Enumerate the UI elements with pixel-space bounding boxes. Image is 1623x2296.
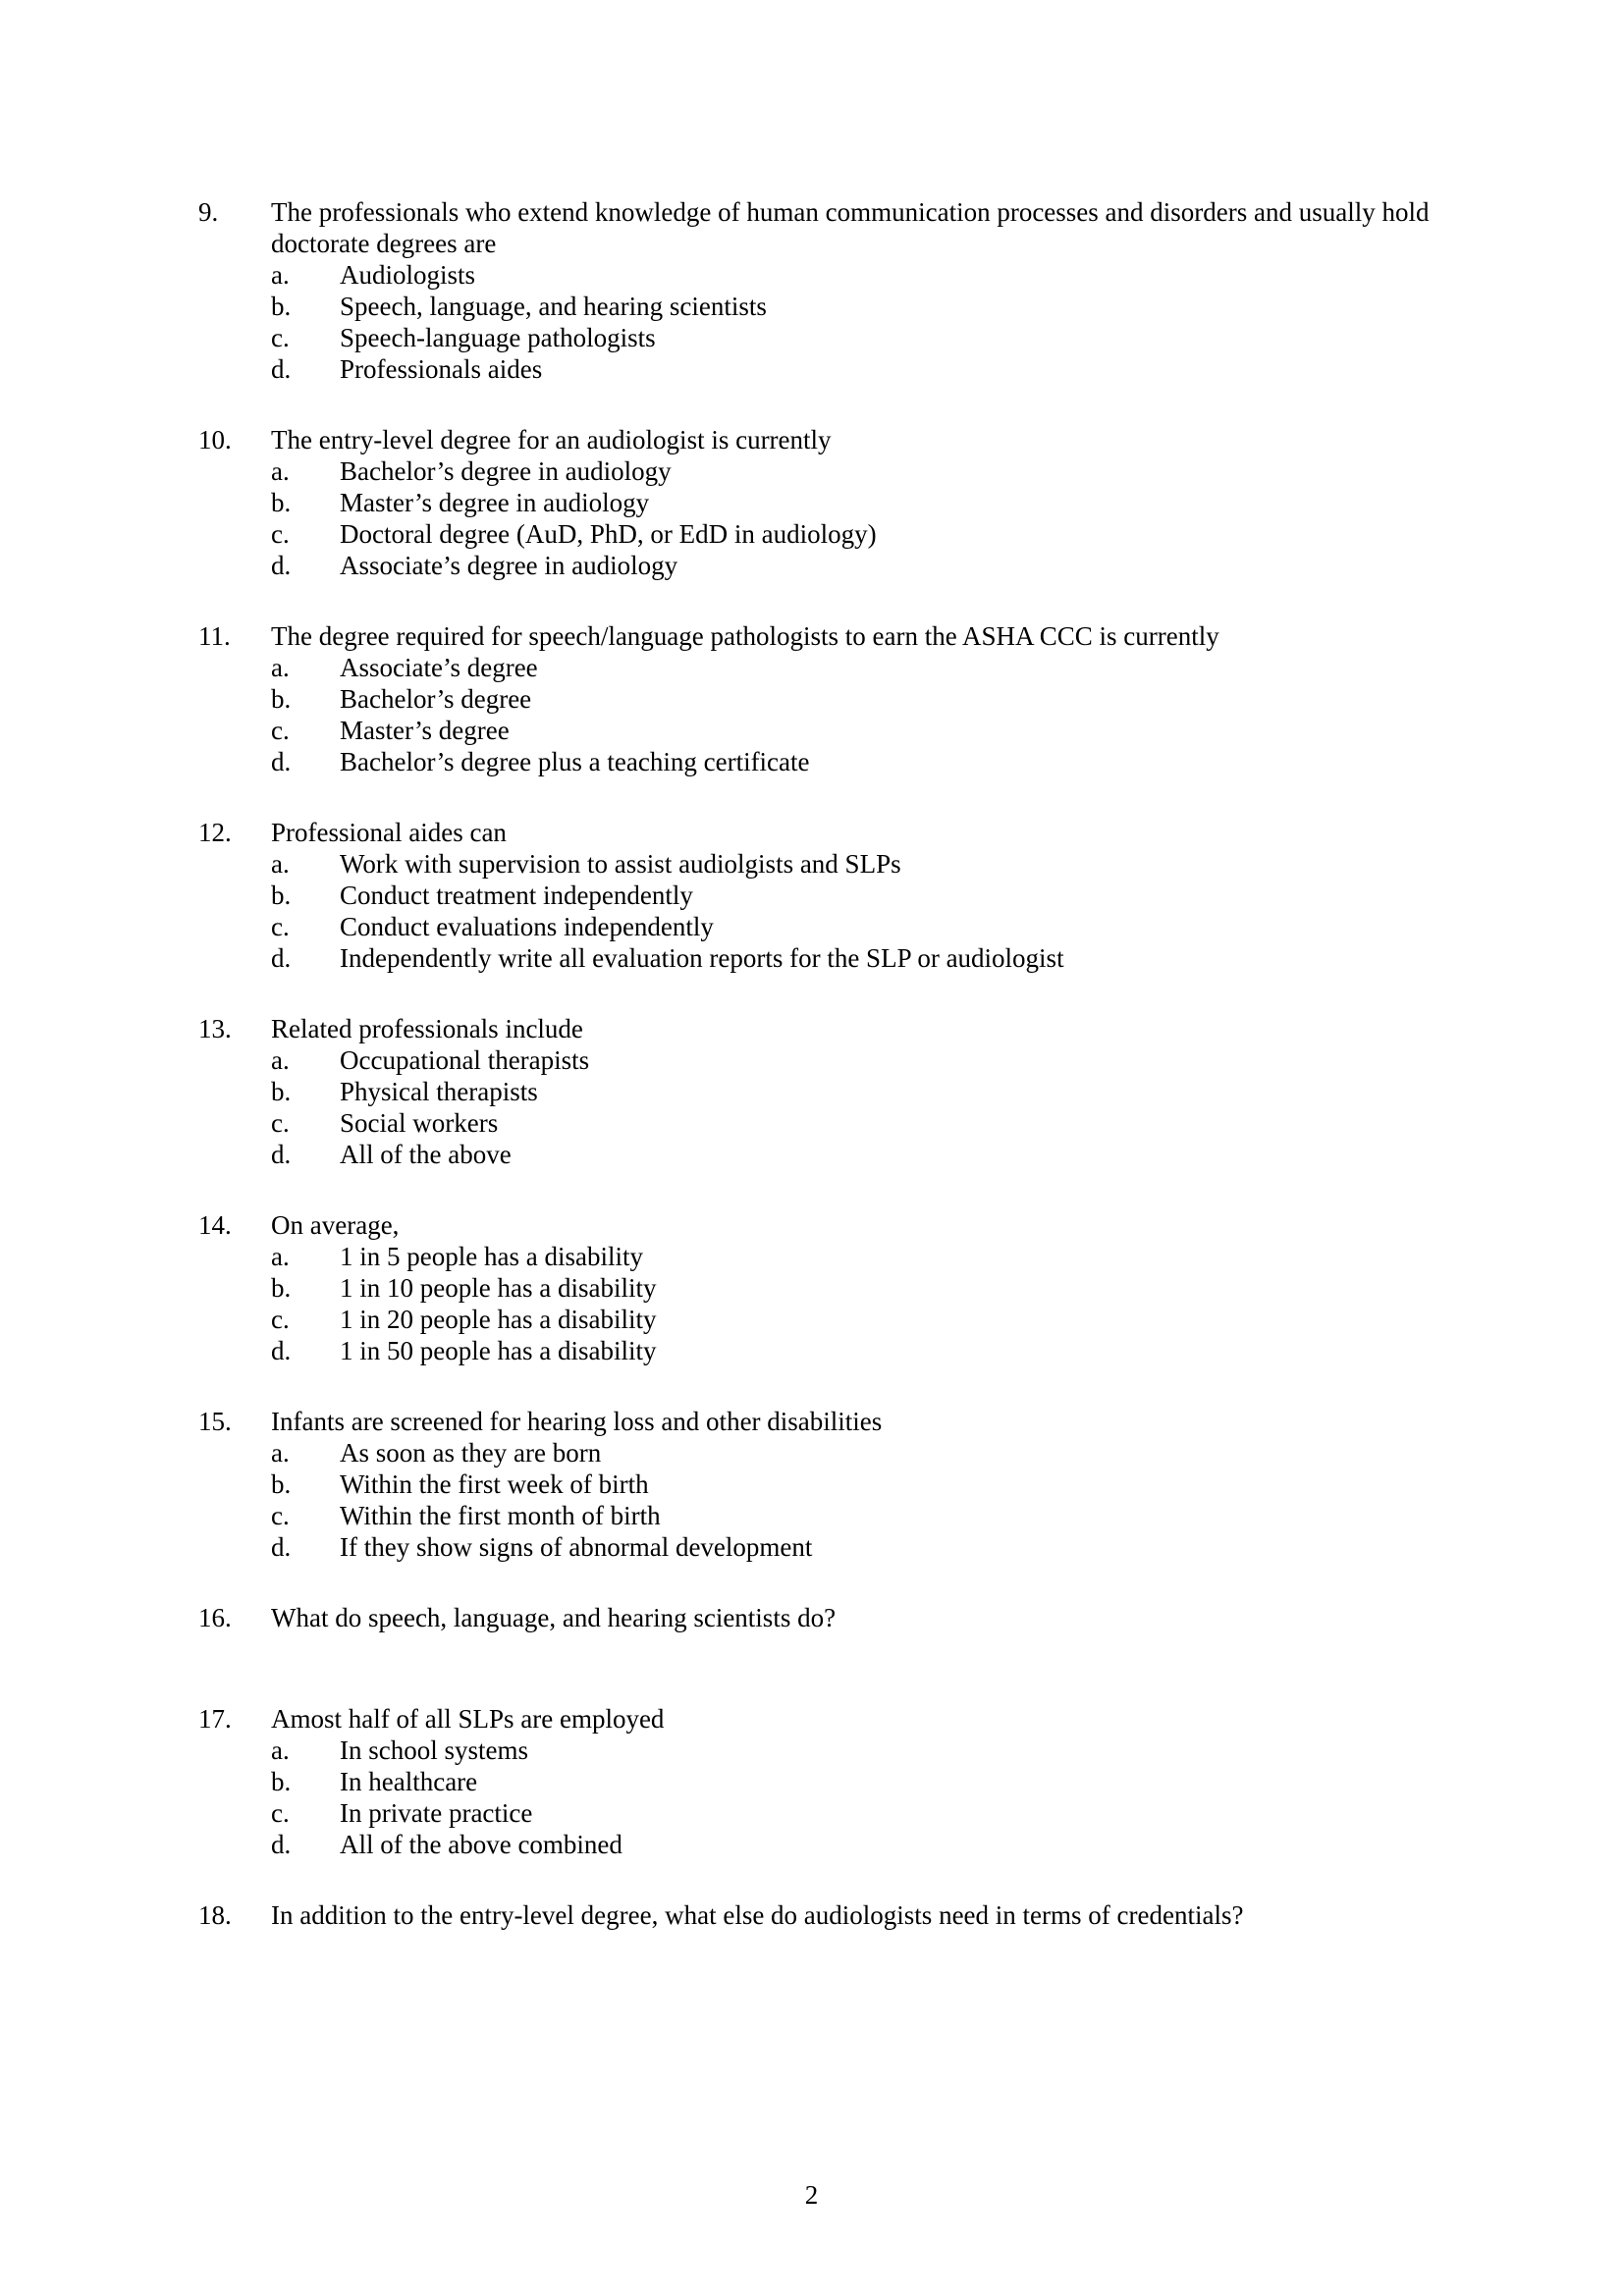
question-12 — [198, 817, 1455, 974]
option-letter: b. — [271, 684, 292, 714]
option-b — [198, 291, 1455, 322]
question-16 — [198, 1602, 1455, 1633]
option-letter: c. — [271, 323, 290, 352]
option-d — [198, 746, 1455, 777]
option-letter: a. — [271, 849, 290, 879]
option-text: Work with supervision to assist audiolgists and SLPs — [340, 849, 901, 879]
option-text: Conduct treatment independently — [340, 881, 693, 910]
option-letter: d. — [271, 354, 292, 384]
question-text: The degree required for speech/language pathologists to earn the ASHA CCC is currently — [271, 621, 1219, 651]
option-letter: d. — [271, 1830, 292, 1859]
question-11 — [198, 620, 1455, 777]
option-letter: a. — [271, 1242, 290, 1271]
question-text: What do speech, language, and hearing scientists do? — [271, 1603, 837, 1632]
option-letter: c. — [271, 912, 290, 941]
option-letter: d. — [271, 1140, 292, 1169]
question-number: 10. — [198, 425, 232, 454]
option-letter: d. — [271, 1532, 292, 1562]
question-number: 11. — [198, 621, 231, 651]
question-17 — [198, 1703, 1455, 1860]
option-c — [198, 518, 1455, 550]
option-c — [198, 1304, 1455, 1335]
option-letter: a. — [271, 653, 290, 682]
option-text: If they show signs of abnormal development — [340, 1532, 813, 1562]
option-text: Bachelor’s degree plus a teaching certificate — [340, 747, 810, 776]
option-text: Master’s degree — [340, 716, 510, 745]
option-text: In private practice — [340, 1798, 533, 1828]
option-text: 1 in 10 people has a disability — [340, 1273, 657, 1303]
option-d — [198, 942, 1455, 974]
option-text: All of the above combined — [340, 1830, 622, 1859]
question-text: The entry-level degree for an audiologist is currently — [271, 425, 832, 454]
question-number: 12. — [198, 818, 232, 847]
option-b — [198, 1766, 1455, 1797]
option-letter: b. — [271, 292, 292, 321]
option-text: Conduct evaluations independently — [340, 912, 714, 941]
option-d — [198, 550, 1455, 581]
option-b — [198, 487, 1455, 518]
option-a — [198, 1437, 1455, 1468]
option-d — [198, 1829, 1455, 1860]
option-text: Speech-language pathologists — [340, 323, 656, 352]
option-letter: d. — [271, 747, 292, 776]
question-text: On average, — [271, 1210, 400, 1240]
question-number: 9. — [198, 197, 219, 227]
question-text: Infants are screened for hearing loss and other disabilities — [271, 1407, 883, 1436]
option-text: Audiologists — [340, 260, 476, 290]
option-letter: a. — [271, 1438, 290, 1468]
option-a — [198, 1044, 1455, 1076]
question-number: 15. — [198, 1407, 232, 1436]
option-text: Within the first month of birth — [340, 1501, 661, 1530]
option-text: Within the first week of birth — [340, 1469, 649, 1499]
option-letter: c. — [271, 1305, 290, 1334]
question-text: Amost half of all SLPs are employed — [271, 1704, 665, 1734]
option-c — [198, 1797, 1455, 1829]
option-a — [198, 455, 1455, 487]
option-a — [198, 1241, 1455, 1272]
option-letter: d. — [271, 551, 292, 580]
question-text: In addition to the entry-level degree, what else do audiologists need in terms of credentials? — [271, 1900, 1244, 1930]
question-number: 17. — [198, 1704, 232, 1734]
page-number: 2 — [804, 2180, 819, 2210]
option-text: 1 in 20 people has a disability — [340, 1305, 657, 1334]
option-text: In school systems — [340, 1735, 528, 1765]
option-text: Social workers — [340, 1108, 499, 1138]
option-letter: a. — [271, 1045, 290, 1075]
option-letter: b. — [271, 1469, 292, 1499]
option-text: Bachelor’s degree — [340, 684, 532, 714]
option-b — [198, 1076, 1455, 1107]
option-text: Doctoral degree (AuD, PhD, or EdD in audiology) — [340, 519, 877, 549]
option-letter: d. — [271, 943, 292, 973]
option-text: Associate’s degree — [340, 653, 538, 682]
option-letter: b. — [271, 1077, 292, 1106]
option-letter: b. — [271, 1273, 292, 1303]
option-d — [198, 1531, 1455, 1563]
option-c — [198, 911, 1455, 942]
option-a — [198, 848, 1455, 880]
option-text: As soon as they are born — [340, 1438, 602, 1468]
option-c — [198, 322, 1455, 353]
option-text: Professionals aides — [340, 354, 543, 384]
option-b — [198, 880, 1455, 911]
option-text: Speech, language, and hearing scientists — [340, 292, 767, 321]
question-text: Professional aides can — [271, 818, 507, 847]
option-d — [198, 1139, 1455, 1170]
option-letter: a. — [271, 456, 290, 486]
question-15 — [198, 1406, 1455, 1563]
question-13 — [198, 1013, 1455, 1170]
option-a — [198, 1735, 1455, 1766]
question-number: 13. — [198, 1014, 232, 1043]
option-text: 1 in 50 people has a disability — [340, 1336, 657, 1365]
option-letter: a. — [271, 1735, 290, 1765]
question-18 — [198, 1899, 1455, 1931]
question-text: Related professionals include — [271, 1014, 583, 1043]
option-b — [198, 1272, 1455, 1304]
question-number: 14. — [198, 1210, 232, 1240]
option-a — [198, 259, 1455, 291]
option-text: Bachelor’s degree in audiology — [340, 456, 672, 486]
option-b — [198, 683, 1455, 715]
option-d — [198, 353, 1455, 385]
question-number: 18. — [198, 1900, 232, 1930]
option-letter: c. — [271, 519, 290, 549]
option-c — [198, 1107, 1455, 1139]
question-text: The professionals who extend knowledge of human communication processes and disorders and usually hold doctorate degrees are — [271, 197, 1430, 258]
option-text: Master’s degree in audiology — [340, 488, 650, 517]
option-letter: b. — [271, 1767, 292, 1796]
option-letter: c. — [271, 716, 290, 745]
question-9 — [198, 196, 1455, 385]
option-c — [198, 715, 1455, 746]
option-a — [198, 652, 1455, 683]
option-letter: c. — [271, 1798, 290, 1828]
question-14 — [198, 1209, 1455, 1366]
option-letter: b. — [271, 881, 292, 910]
option-c — [198, 1500, 1455, 1531]
question-number: 16. — [198, 1603, 232, 1632]
option-text: Physical therapists — [340, 1077, 538, 1106]
option-text: In healthcare — [340, 1767, 478, 1796]
option-d — [198, 1335, 1455, 1366]
option-letter: a. — [271, 260, 290, 290]
question-10 — [198, 424, 1455, 581]
option-text: All of the above — [340, 1140, 512, 1169]
option-text: Associate’s degree in audiology — [340, 551, 678, 580]
option-text: Occupational therapists — [340, 1045, 590, 1075]
option-letter: b. — [271, 488, 292, 517]
option-text: Independently write all evaluation reports for the SLP or audiologist — [340, 943, 1064, 973]
option-letter: c. — [271, 1501, 290, 1530]
option-letter: d. — [271, 1336, 292, 1365]
option-b — [198, 1468, 1455, 1500]
option-letter: c. — [271, 1108, 290, 1138]
option-text: 1 in 5 people has a disability — [340, 1242, 643, 1271]
